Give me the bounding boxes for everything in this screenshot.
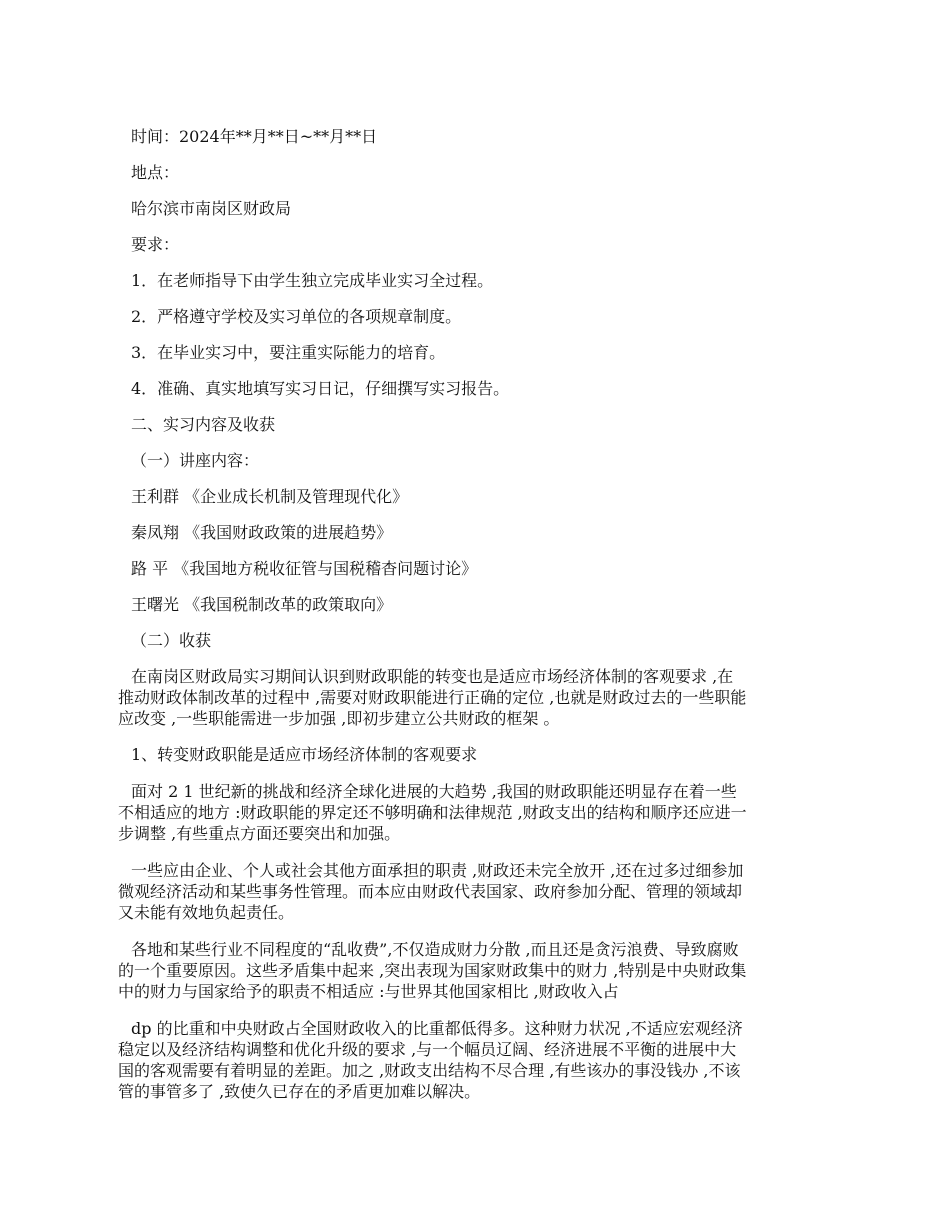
paragraph [118,1018,841,1102]
time-line: 时间：2024年**月**日~**月**日 [131,127,378,146]
paragraph [118,666,841,729]
paragraph-line: 面对 2 1 世纪新的挑战和经济全球化进展的大趋势 ,我国的财政职能还明显存在着一些 [131,782,737,801]
section-title: 二、实习内容及收获 [131,415,276,434]
paragraph-line: 中的财力与国家给予的职责不相适应 :与世界其他国家相比 ,财政收入占 [118,982,619,1001]
requirement-item: 3．在毕业实习中，要注重实际能力的培育。 [131,343,446,362]
paragraph-line: 在南岗区财政局实习期间认识到财政职能的转变也是适应市场经济体制的客观要求 ,在 [131,667,734,686]
lecture-item: 秦凤翔 《我国财政政策的进展趋势》 [131,523,393,542]
paragraph-line: 步调整 ,有些重点方面还要突出和加强。 [118,824,401,843]
gains-heading: （二）收获 [131,631,212,650]
location-label: 地点： [131,163,180,182]
lecture-item: 王利群 《企业成长机制及管理现代化》 [131,487,409,506]
paragraph [118,939,841,1002]
requirement-item: 2．严格遵守学校及实习单位的各项规章制度。 [131,307,462,326]
paragraph-line: 推动财政体制改革的过程中 ,需要对财政职能进行正确的定位 ,也就是财政过去的一些职能 [118,688,747,707]
paragraph-line: 应改变 ,一些职能需进一步加强 ,即初步建立公共财政的框架 。 [118,709,560,728]
requirement-item: 1．在老师指导下由学生独立完成毕业实习全过程。 [131,271,494,290]
requirements-label: 要求： [131,235,180,254]
lecture-item: 路 平 《我国地方税收征管与国税稽杳问题讨论》 [131,559,478,578]
location-value: 哈尔滨市南岗区财政局 [131,199,292,218]
paragraph-line: 的一个重要原因。这些矛盾集中起来 ,突出表现为国家财政集中的财力 ,特别是中央财政集 [118,961,747,980]
requirement-item: 4．准确、真实地填写实习日记，仔细撰写实习报告。 [131,379,510,398]
paragraph-line: 又未能有效地负起责任。 [118,903,295,922]
paragraph-line: 一些应由企业、个人或社会其他方面承担的职责 ,财政还未完全放开 ,还在过多过细参加 [131,861,744,880]
paragraph [118,781,841,844]
lecture-item: 王曙光 《我国税制改革的政策取向》 [131,595,393,614]
paragraph-line: dp 的比重和中央财政占全国财政收入的比重都低得多。这种财力状况 ,不适应宏观经济 [131,1019,743,1038]
paragraph [118,860,841,923]
paragraph-line: 国的客观需要有着明显的差距。加之 ,财政支出结构不尽合理 ,有些该办的事没钱办 ,不该 [118,1061,741,1080]
paragraph-line: 管的事管多了 ,致使久已存在的矛盾更加难以解决。 [118,1082,481,1101]
lecture-heading: （一）讲座内容： [131,451,260,470]
paragraph-line: 稳定以及经济结构调整和优化升级的要求 ,与一个幅员辽阔、经济进展不平衡的进展中大 [118,1040,737,1059]
paragraph-line: 微观经济活动和某些事务性管理。而本应由财政代表国家、政府参加分配、管理的领域却 [118,882,743,901]
paragraph-line: 不相适应的地方 :财政职能的界定还不够明确和法律规范 ,财政支出的结构和顺序还应进一 [118,803,747,822]
sub-heading: 1、转变财政职能是适应市场经济体制的客观要求 [131,745,478,764]
paragraph-line: 各地和某些行业不同程度的“乱收费”,不仅造成财力分散 ,而且还是贪污浪费、导致腐败 [131,940,739,959]
